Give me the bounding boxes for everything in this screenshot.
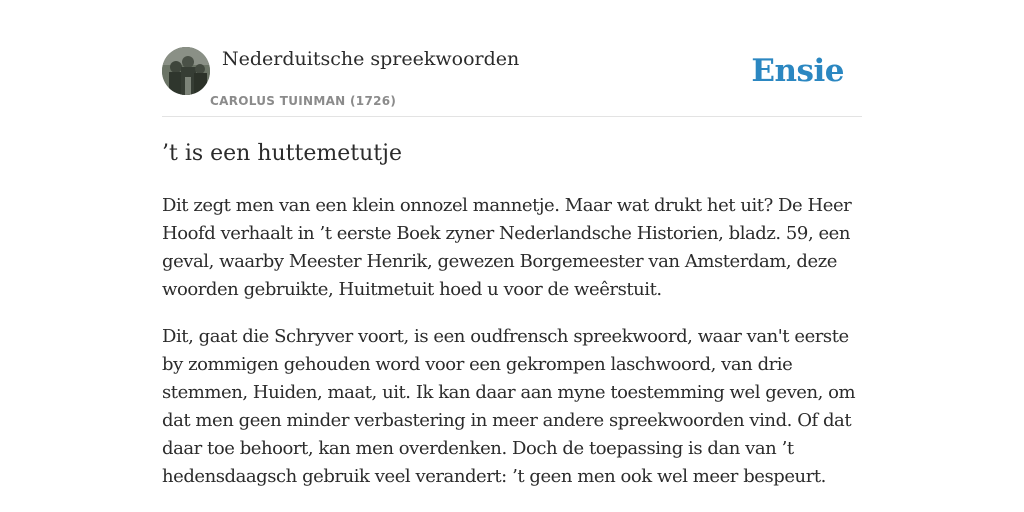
source-header xyxy=(162,46,862,117)
entry-paragraph: Dit zegt men van een klein onnozel mannetje. Maar wat drukt het uit? De Heer Hoofd verhaalt in ’t eerste Boek zyner Nederlandsche Historien, bladz. 59, een geval, waarby Meester Henrik, gewezen Borgemeester van Amsterdam, deze woorden gebruikte, Huitmetuit hoed u voor de weêrstuit. xyxy=(162,195,852,300)
ensie-logo[interactable]: Ensie xyxy=(751,53,844,89)
source-title[interactable]: Nederduitsche spreekwoorden xyxy=(222,48,520,70)
entry-headword: ’t is een huttemetutje xyxy=(162,141,402,166)
entry-paragraph: Dit, gaat die Schryver voort, is een oudfrensch spreekwoord, waar van't eerste by zommigen gehouden word voor een gekrompen laschwoord, van drie stemmen, Huiden, maat, uit. Ik kan daar aan myne toestemming wel geven, om dat men geen minder verbastering in meer andere spreekwoorden vind. Of dat daar toe behoort, kan men overdenken. Doch de toepassing is dan van ’t hedensdaagsch gebruik veel verandert: ’t geen men ook wel meer bespeurt. xyxy=(162,326,856,487)
entry-body xyxy=(162,192,868,510)
author-portrait-icon[interactable] xyxy=(162,47,210,95)
author-name[interactable]: CAROLUS TUINMAN (1726) xyxy=(210,94,397,108)
